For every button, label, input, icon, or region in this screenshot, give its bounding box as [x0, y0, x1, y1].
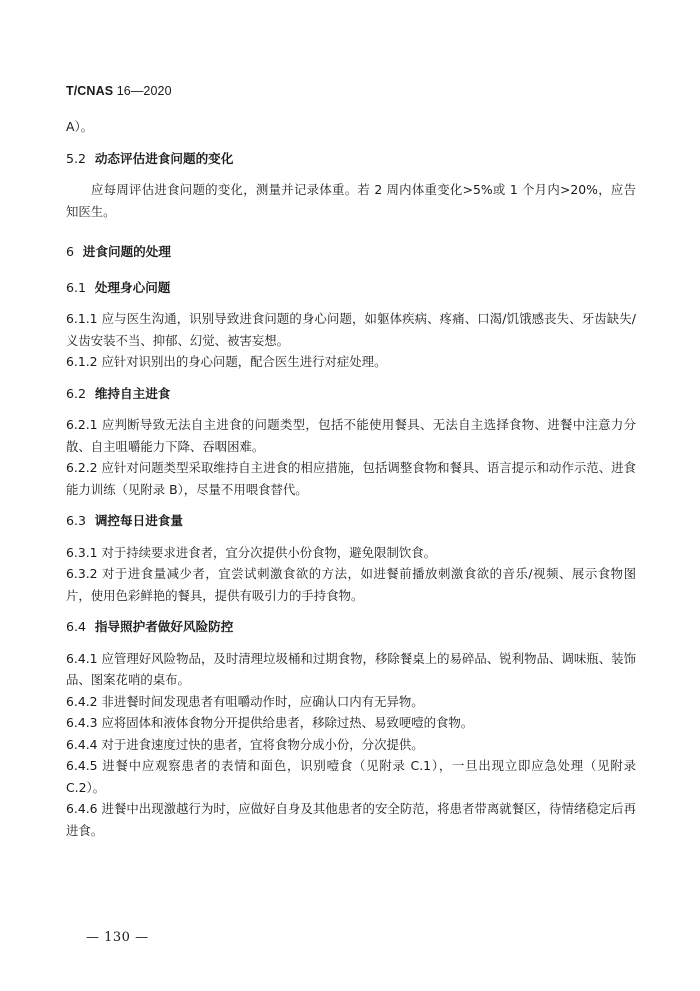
clause-6-4-5	[66, 755, 636, 798]
clause-6-2-2	[66, 457, 636, 500]
clause-number: 6.4.3	[66, 715, 98, 730]
clause-number: 6.3.1	[66, 544, 98, 560]
clause-text: 应管理好风险物品，及时清理垃圾桶和过期食物，移除餐桌上的易碎品、锐利物品、调味瓶、装饰品、图案花哨的桌布。	[66, 650, 636, 687]
section-6-1-heading	[66, 277, 636, 299]
clause-text: 应与医生沟通，识别导致进食问题的身心问题，如躯体疾病、疼痛、口渴/饥饿感丧失、牙齿缺失/义齿安装不当、抑郁、幻觉、被害妄想。	[66, 311, 636, 348]
section-title: 指导照护者做好风险防控	[94, 619, 234, 634]
section-number: 6.2	[66, 385, 87, 401]
clause-6-3-1	[66, 542, 636, 564]
standard-number: 16—2020	[116, 84, 172, 98]
section-title: 动态评估进食问题的变化	[94, 150, 234, 166]
clause-number: 6.2.2	[66, 460, 98, 475]
section-number: 6.1	[66, 279, 87, 295]
clause-6-4-6	[66, 798, 636, 841]
clause-text: 对于进食速度过快的患者，宜将食物分成小份，分次提供。	[101, 736, 424, 752]
section-title: 调控每日进食量	[94, 513, 183, 528]
section-5-2-heading	[66, 148, 636, 170]
clause-text: 对于进食量减少者，宜尝试刺激食欲的方法，如进餐前播放刺激食欲的音乐/视频、展示食物图片，使用色彩鲜艳的餐具，提供有吸引力的手持食物。	[66, 566, 636, 603]
clause-text: 应针对识别出的身心问题，配合医生进行对症处理。	[101, 354, 387, 369]
clause-6-4-3	[66, 712, 636, 734]
clause-6-3-2	[66, 563, 636, 606]
clause-6-2-1	[66, 414, 636, 457]
clause-text: 进餐中出现激越行为时，应做好自身及其他患者的安全防范，将患者带离就餐区，待情绪稳定后再进食。	[66, 801, 636, 838]
clause-6-1-2	[66, 351, 636, 373]
clause-text: 非进餐时间发现患者有咀嚼动作时，应确认口内有无异物。	[101, 693, 424, 709]
clause-number: 6.3.2	[66, 566, 98, 581]
clause-number: 6.4.6	[66, 801, 98, 816]
section-title: 进食问题的处理	[82, 244, 171, 259]
section-number: 5.2	[66, 150, 87, 166]
clause-6-1-1	[66, 308, 636, 351]
section-number: 6.4	[66, 619, 87, 634]
clause-number: 6.1.1	[66, 311, 98, 326]
standard-header	[66, 84, 172, 98]
clause-text: 进餐中应观察患者的表情和面色，识别噎食（见附录 C.1），一旦出现立即应急处理（见附录 C.2）。	[66, 758, 636, 795]
section-6-2-heading	[66, 383, 636, 405]
clause-number: 6.4.1	[66, 650, 98, 666]
section-6-3-heading	[66, 510, 636, 532]
continuation-line: A）。	[66, 119, 94, 134]
clause-6-4-2	[66, 691, 636, 713]
section-6-4-heading	[66, 616, 636, 638]
section-number: 6	[66, 244, 75, 259]
clause-text: 应判断导致无法自主进食的问题类型，包括不能使用餐具、无法自主选择食物、进餐中注意力分散、自主咀嚼能力下降、吞咽困难。	[66, 417, 636, 454]
clause-number: 6.4.4	[66, 736, 98, 752]
clause-text: 应将固体和液体食物分开提供给患者，移除过热、易致哽噎的食物。	[101, 715, 474, 730]
section-5-2-paragraph: 应每周评估进食问题的变化，测量并记录体重。若 2 周内体重变化>5%或 1 个月内>20%，应告知医生。	[66, 182, 636, 219]
clause-number: 6.1.2	[66, 354, 98, 369]
document-body	[66, 116, 636, 841]
standard-code: T/CNAS	[66, 84, 114, 98]
clause-number: 6.2.1	[66, 417, 98, 432]
section-title: 处理身心问题	[94, 279, 171, 295]
section-6-heading	[66, 241, 636, 263]
clause-text: 应针对问题类型采取维持自主进食的相应措施，包括调整食物和餐具、语言提示和动作示范、进食能力训练（见附录 B），尽量不用喂食替代。	[66, 460, 636, 497]
section-number: 6.3	[66, 513, 87, 528]
clause-number: 6.4.5	[66, 758, 98, 773]
clause-6-4-1	[66, 648, 636, 691]
clause-6-4-4	[66, 734, 636, 756]
clause-text: 对于持续要求进食者，宜分次提供小份食物，避免限制饮食。	[101, 544, 437, 560]
section-title: 维持自主进食	[94, 385, 171, 401]
page-number: — 130 —	[86, 930, 149, 945]
clause-number: 6.4.2	[66, 693, 98, 709]
